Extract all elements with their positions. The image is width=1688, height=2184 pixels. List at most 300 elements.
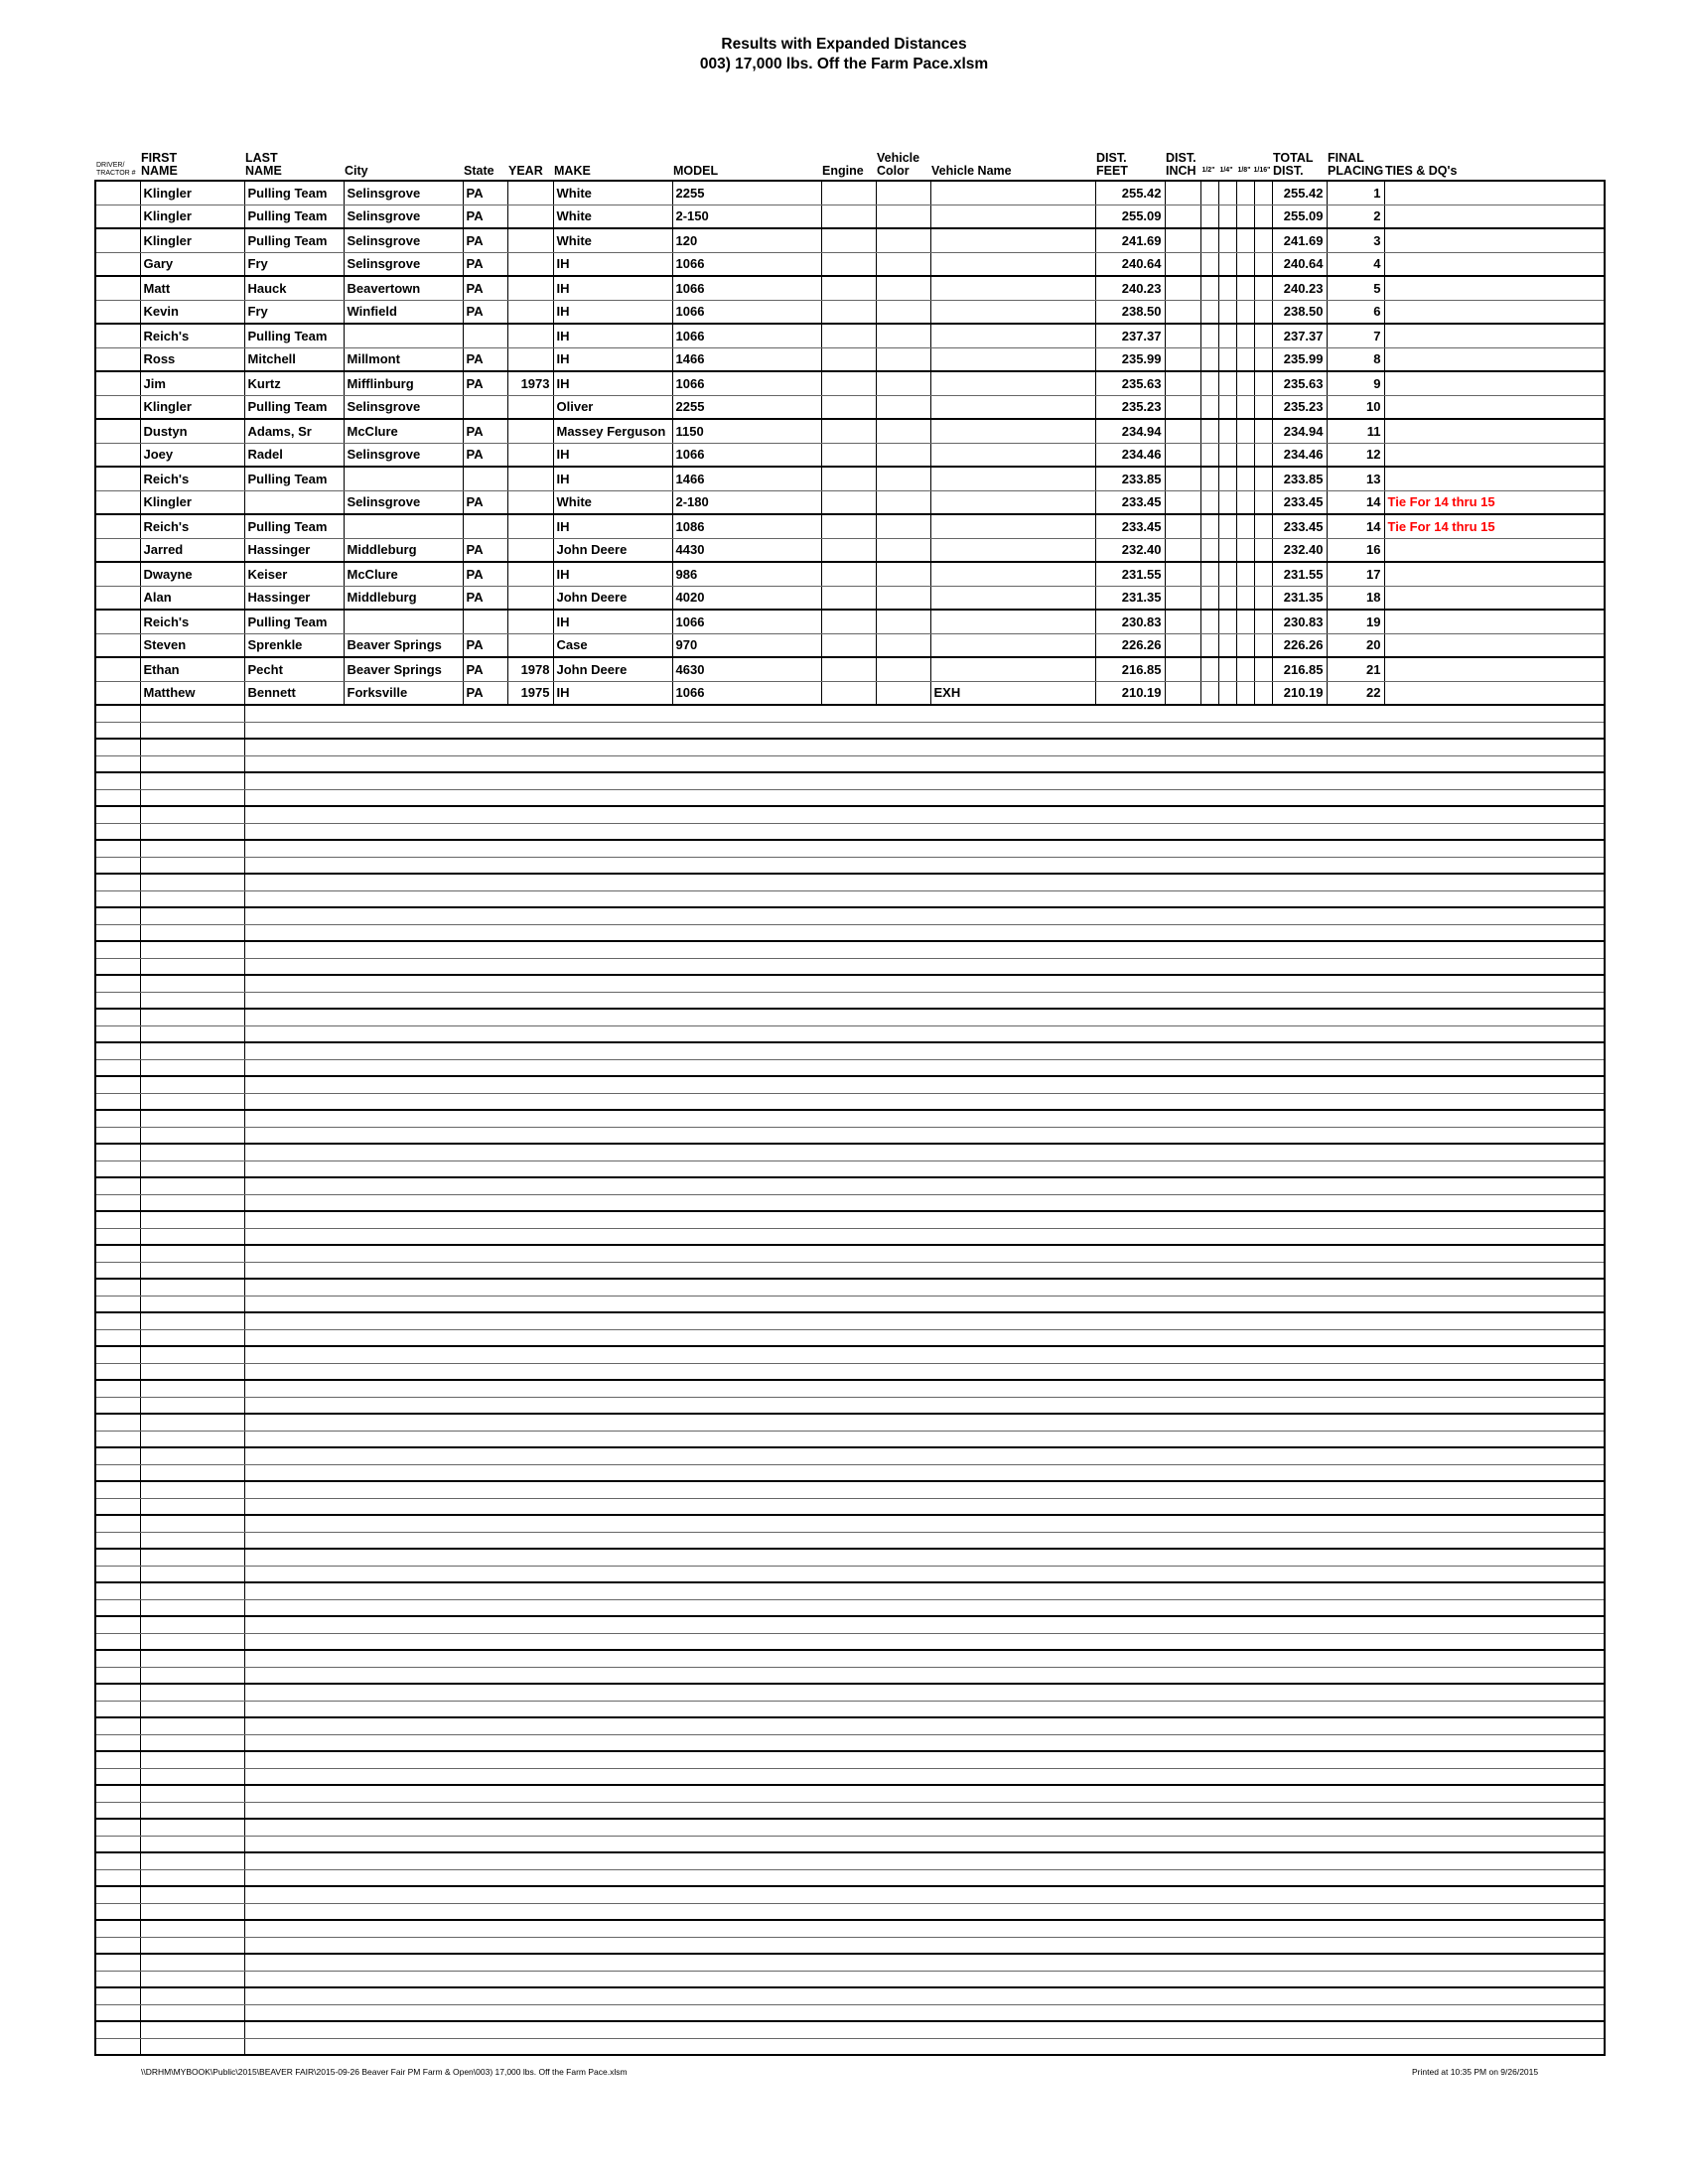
cell-f8 [1236, 538, 1254, 562]
cell-first-name [140, 1329, 244, 1346]
empty-row [95, 1380, 1605, 1397]
empty-row [95, 1836, 1605, 1852]
cell-rest [244, 2021, 1605, 2038]
cell-f8 [1236, 633, 1254, 657]
result-row [95, 657, 1605, 681]
cell-tractor [95, 443, 140, 467]
cell-ties [1384, 467, 1605, 490]
cell-model: 986 [672, 562, 821, 586]
empty-row [95, 1987, 1605, 2004]
cell-tractor [95, 538, 140, 562]
cell-year: 1978 [507, 657, 553, 681]
cell-f4 [1218, 228, 1236, 252]
empty-row [95, 924, 1605, 941]
cell-make: IH [553, 681, 672, 705]
cell-tractor [95, 1717, 140, 1734]
cell-year [507, 276, 553, 300]
empty-row [95, 1110, 1605, 1127]
cell-state: PA [463, 538, 507, 562]
cell-rest [244, 1886, 1605, 1903]
cell-dist-inch [1165, 324, 1200, 347]
cell-rest [244, 1532, 1605, 1549]
cell-dist-feet: 235.23 [1095, 395, 1165, 419]
cell-first-name [140, 1515, 244, 1532]
cell-last: Pulling Team [244, 395, 344, 419]
cell-tractor [95, 1920, 140, 1937]
empty-row [95, 772, 1605, 789]
cell-tractor [95, 874, 140, 890]
cell-tractor [95, 823, 140, 840]
cell-vehicle-name [930, 276, 1095, 300]
cell-state: PA [463, 181, 507, 205]
cell-state: PA [463, 276, 507, 300]
empty-row [95, 806, 1605, 823]
cell-dist-feet: 237.37 [1095, 324, 1165, 347]
empty-row [95, 1785, 1605, 1802]
cell-state: PA [463, 228, 507, 252]
cell-rest [244, 1987, 1605, 2004]
cell-rest [244, 2004, 1605, 2021]
cell-f8 [1236, 586, 1254, 610]
cell-first-name [140, 1684, 244, 1701]
cell-vehicle-name [930, 181, 1095, 205]
cell-first: Matthew [140, 681, 244, 705]
cell-f4 [1218, 657, 1236, 681]
cell-first-name [140, 1751, 244, 1768]
empty-row [95, 1852, 1605, 1869]
cell-first-name [140, 1937, 244, 1954]
cell-tractor [95, 2038, 140, 2055]
cell-model: 1066 [672, 443, 821, 467]
cell-total: 235.99 [1272, 347, 1327, 371]
col-header-ties-dqs: TIES & DQ's [1385, 164, 1458, 178]
cell-f8 [1236, 276, 1254, 300]
result-row [95, 490, 1605, 514]
cell-f16 [1254, 633, 1272, 657]
cell-first-name [140, 1987, 244, 2004]
cell-tractor [95, 1397, 140, 1414]
cell-f4 [1218, 276, 1236, 300]
empty-row [95, 1431, 1605, 1447]
cell-tractor [95, 1312, 140, 1329]
cell-rest [244, 975, 1605, 992]
cell-first: Klingler [140, 205, 244, 228]
cell-dist-feet: 210.19 [1095, 681, 1165, 705]
cell-ties [1384, 276, 1605, 300]
empty-row [95, 1059, 1605, 1076]
empty-row [95, 1667, 1605, 1684]
cell-f16 [1254, 252, 1272, 276]
cell-tractor [95, 772, 140, 789]
cell-color [876, 276, 930, 300]
cell-first-name [140, 890, 244, 907]
col-header-year: YEAR [508, 164, 543, 178]
cell-engine [821, 300, 876, 324]
col-header-quarter-inch: 1/4" [1219, 167, 1233, 174]
cell-first: Ethan [140, 657, 244, 681]
cell-city: Millmont [344, 347, 463, 371]
cell-rest [244, 1009, 1605, 1025]
cell-rest [244, 1177, 1605, 1194]
cell-tractor [95, 324, 140, 347]
cell-state: PA [463, 562, 507, 586]
cell-tractor [95, 1177, 140, 1194]
cell-f16 [1254, 681, 1272, 705]
cell-color [876, 538, 930, 562]
cell-city: Beaver Springs [344, 633, 463, 657]
cell-rest [244, 1869, 1605, 1886]
cell-first-name [140, 1481, 244, 1498]
cell-tractor [95, 1532, 140, 1549]
cell-year [507, 228, 553, 252]
cell-ties [1384, 610, 1605, 633]
cell-rest [244, 1059, 1605, 1076]
cell-f8 [1236, 443, 1254, 467]
cell-tractor [95, 1701, 140, 1717]
cell-f4 [1218, 586, 1236, 610]
empty-row [95, 1025, 1605, 1042]
cell-color [876, 467, 930, 490]
cell-make: John Deere [553, 586, 672, 610]
cell-f2 [1200, 181, 1218, 205]
footer-printed-timestamp: Printed at 10:35 PM on 9/26/2015 [1412, 2067, 1539, 2077]
cell-tractor [95, 1144, 140, 1160]
cell-rest [244, 1431, 1605, 1447]
cell-first-name [140, 1144, 244, 1160]
empty-row [95, 1650, 1605, 1667]
cell-rest [244, 958, 1605, 975]
cell-first-name [140, 1160, 244, 1177]
cell-first-name [140, 975, 244, 992]
cell-color [876, 347, 930, 371]
cell-first-name [140, 907, 244, 924]
cell-engine [821, 586, 876, 610]
col-header-engine: Engine [822, 164, 864, 178]
cell-first: Dustyn [140, 419, 244, 443]
cell-total: 241.69 [1272, 228, 1327, 252]
cell-first-name [140, 1650, 244, 1667]
cell-last: Fry [244, 300, 344, 324]
cell-f4 [1218, 610, 1236, 633]
cell-f2 [1200, 252, 1218, 276]
cell-rest [244, 1667, 1605, 1684]
cell-engine [821, 490, 876, 514]
cell-rest [244, 1228, 1605, 1245]
cell-model: 1466 [672, 347, 821, 371]
cell-f16 [1254, 276, 1272, 300]
cell-first-name [140, 806, 244, 823]
cell-tractor [95, 1042, 140, 1059]
cell-rest [244, 1279, 1605, 1296]
cell-total: 238.50 [1272, 300, 1327, 324]
cell-model: 1066 [672, 252, 821, 276]
cell-model: 4020 [672, 586, 821, 610]
empty-row [95, 874, 1605, 890]
cell-tractor [95, 252, 140, 276]
cell-f16 [1254, 395, 1272, 419]
cell-city [344, 610, 463, 633]
cell-city: Selinsgrove [344, 205, 463, 228]
cell-f4 [1218, 371, 1236, 395]
cell-f4 [1218, 681, 1236, 705]
cell-tractor [95, 1886, 140, 1903]
cell-f2 [1200, 657, 1218, 681]
cell-year [507, 467, 553, 490]
cell-tractor [95, 789, 140, 806]
cell-tractor [95, 681, 140, 705]
cell-rest [244, 1127, 1605, 1144]
cell-f2 [1200, 443, 1218, 467]
cell-city: McClure [344, 419, 463, 443]
cell-make: IH [553, 562, 672, 586]
cell-ties [1384, 586, 1605, 610]
cell-first-name [140, 2004, 244, 2021]
cell-city: Selinsgrove [344, 228, 463, 252]
cell-first: Reich's [140, 467, 244, 490]
empty-row [95, 1869, 1605, 1886]
cell-tractor [95, 958, 140, 975]
empty-row [95, 2038, 1605, 2055]
col-header-final-placing: FINAL PLACING [1328, 151, 1384, 178]
cell-tractor [95, 1734, 140, 1751]
cell-f16 [1254, 467, 1272, 490]
cell-dist-inch [1165, 347, 1200, 371]
cell-color [876, 395, 930, 419]
cell-year [507, 443, 553, 467]
empty-row [95, 1363, 1605, 1380]
empty-row [95, 789, 1605, 806]
cell-dist-inch [1165, 633, 1200, 657]
cell-engine [821, 514, 876, 538]
cell-dist-feet: 234.46 [1095, 443, 1165, 467]
cell-model: 970 [672, 633, 821, 657]
cell-ties [1384, 681, 1605, 705]
empty-row [95, 1937, 1605, 1954]
column-header-row [94, 139, 1604, 180]
cell-placing: 13 [1327, 467, 1384, 490]
cell-make: Case [553, 633, 672, 657]
cell-tractor [95, 806, 140, 823]
cell-first-name [140, 1954, 244, 1971]
cell-f4 [1218, 562, 1236, 586]
cell-make: White [553, 181, 672, 205]
empty-row [95, 1329, 1605, 1346]
cell-engine [821, 657, 876, 681]
empty-row [95, 1819, 1605, 1836]
cell-engine [821, 371, 876, 395]
cell-vehicle-name [930, 657, 1095, 681]
cell-engine [821, 633, 876, 657]
cell-dist-feet: 232.40 [1095, 538, 1165, 562]
cell-first-name [140, 1059, 244, 1076]
cell-city [344, 324, 463, 347]
cell-rest [244, 1903, 1605, 1920]
empty-row [95, 958, 1605, 975]
cell-rest [244, 1650, 1605, 1667]
cell-tractor [95, 1414, 140, 1431]
cell-rest [244, 1734, 1605, 1751]
cell-dist-feet: 233.45 [1095, 490, 1165, 514]
cell-first-name [140, 1177, 244, 1194]
col-header-make: MAKE [554, 164, 591, 178]
cell-rest [244, 1296, 1605, 1312]
cell-first-name [140, 1869, 244, 1886]
cell-f2 [1200, 633, 1218, 657]
cell-last: Sprenkle [244, 633, 344, 657]
cell-f16 [1254, 586, 1272, 610]
cell-model: 1466 [672, 467, 821, 490]
cell-f8 [1236, 681, 1254, 705]
cell-tractor [95, 562, 140, 586]
cell-rest [244, 1144, 1605, 1160]
empty-row [95, 1312, 1605, 1329]
cell-tractor [95, 276, 140, 300]
cell-tractor [95, 1971, 140, 1987]
cell-dist-inch [1165, 538, 1200, 562]
cell-total: 235.63 [1272, 371, 1327, 395]
cell-rest [244, 1076, 1605, 1093]
cell-first-name [140, 1886, 244, 1903]
cell-city: Winfield [344, 300, 463, 324]
cell-first-name [140, 1734, 244, 1751]
cell-make: IH [553, 347, 672, 371]
cell-ties [1384, 371, 1605, 395]
cell-vehicle-name [930, 490, 1095, 514]
cell-vehicle-name [930, 443, 1095, 467]
cell-year: 1975 [507, 681, 553, 705]
empty-row [95, 1127, 1605, 1144]
cell-rest [244, 924, 1605, 941]
cell-f16 [1254, 347, 1272, 371]
result-row [95, 252, 1605, 276]
cell-first-name [140, 1633, 244, 1650]
empty-row [95, 1886, 1605, 1903]
cell-model: 2-150 [672, 205, 821, 228]
cell-vehicle-name [930, 562, 1095, 586]
cell-tractor [95, 1279, 140, 1296]
cell-tractor [95, 1059, 140, 1076]
empty-row [95, 1734, 1605, 1751]
cell-f8 [1236, 562, 1254, 586]
empty-row [95, 1160, 1605, 1177]
cell-city: Beaver Springs [344, 657, 463, 681]
empty-row [95, 823, 1605, 840]
cell-placing: 16 [1327, 538, 1384, 562]
cell-city: Mifflinburg [344, 371, 463, 395]
cell-last: Pulling Team [244, 324, 344, 347]
empty-row [95, 1920, 1605, 1937]
cell-color [876, 610, 930, 633]
cell-f16 [1254, 181, 1272, 205]
cell-tractor [95, 181, 140, 205]
cell-first-name [140, 1245, 244, 1262]
cell-rest [244, 840, 1605, 857]
empty-row [95, 1903, 1605, 1920]
col-header-city: City [345, 164, 368, 178]
cell-first-name [140, 1262, 244, 1279]
empty-row [95, 1633, 1605, 1650]
cell-year [507, 538, 553, 562]
empty-row [95, 992, 1605, 1009]
cell-ties [1384, 657, 1605, 681]
cell-engine [821, 562, 876, 586]
cell-f16 [1254, 538, 1272, 562]
cell-dist-inch [1165, 276, 1200, 300]
cell-placing: 14 [1327, 514, 1384, 538]
empty-row [95, 1515, 1605, 1532]
cell-state: PA [463, 347, 507, 371]
cell-f8 [1236, 371, 1254, 395]
empty-row [95, 1549, 1605, 1566]
cell-city: Selinsgrove [344, 395, 463, 419]
cell-tractor [95, 1802, 140, 1819]
cell-rest [244, 1751, 1605, 1768]
cell-tractor [95, 1009, 140, 1025]
cell-model: 2255 [672, 395, 821, 419]
cell-total: 231.55 [1272, 562, 1327, 586]
cell-first-name [140, 1903, 244, 1920]
cell-first-name [140, 755, 244, 772]
cell-tractor [95, 1582, 140, 1599]
cell-tractor [95, 1194, 140, 1211]
cell-first-name [140, 1447, 244, 1464]
cell-rest [244, 1414, 1605, 1431]
cell-engine [821, 205, 876, 228]
cell-city: Forksville [344, 681, 463, 705]
cell-first: Matt [140, 276, 244, 300]
cell-dist-inch [1165, 586, 1200, 610]
cell-tractor [95, 1481, 140, 1498]
cell-model: 1066 [672, 324, 821, 347]
cell-rest [244, 1954, 1605, 1971]
cell-first-name [140, 1701, 244, 1717]
cell-make: Massey Ferguson [553, 419, 672, 443]
cell-last: Pulling Team [244, 205, 344, 228]
cell-total: 226.26 [1272, 633, 1327, 657]
cell-first-name [140, 941, 244, 958]
cell-year [507, 490, 553, 514]
cell-tractor [95, 1852, 140, 1869]
col-header-first-name: FIRST NAME [141, 151, 178, 178]
empty-row [95, 1481, 1605, 1498]
cell-first-name [140, 823, 244, 840]
col-header-total-dist: TOTAL DIST. [1273, 151, 1314, 178]
cell-dist-feet: 230.83 [1095, 610, 1165, 633]
cell-placing: 3 [1327, 228, 1384, 252]
cell-color [876, 252, 930, 276]
cell-ties [1384, 443, 1605, 467]
cell-rest [244, 1802, 1605, 1819]
cell-rest [244, 857, 1605, 874]
cell-state: PA [463, 443, 507, 467]
cell-rest [244, 739, 1605, 755]
cell-dist-feet: 234.94 [1095, 419, 1165, 443]
cell-model: 1150 [672, 419, 821, 443]
cell-tractor [95, 890, 140, 907]
cell-make: John Deere [553, 538, 672, 562]
cell-first-name [140, 1093, 244, 1110]
cell-placing: 20 [1327, 633, 1384, 657]
cell-ties: Tie For 14 thru 15 [1384, 514, 1605, 538]
cell-first-name [140, 1397, 244, 1414]
col-header-half-inch: 1/2" [1201, 167, 1215, 174]
cell-city [344, 467, 463, 490]
cell-tractor [95, 1566, 140, 1582]
cell-placing: 7 [1327, 324, 1384, 347]
cell-first-name [140, 1110, 244, 1127]
cell-dist-inch [1165, 514, 1200, 538]
cell-state [463, 324, 507, 347]
